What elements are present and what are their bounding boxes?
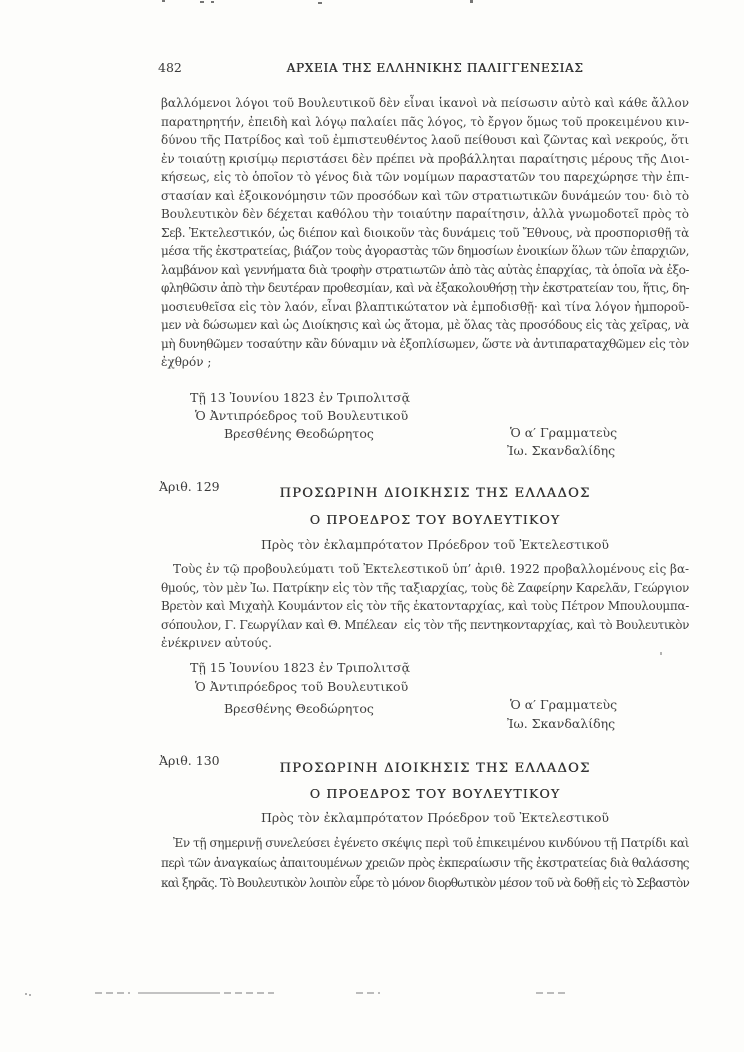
text-line: ἐχθρόν ; (161, 355, 212, 369)
scan-artifact (95, 992, 130, 994)
document-number: Ἀριθ. 130 (159, 753, 220, 768)
signature-name-left: Βρεσθένης Θεοδώρητος (224, 426, 374, 441)
document-number: Ἀριθ. 129 (159, 479, 220, 494)
signature-date: Τῇ 15 Ἰουνίου 1823 ἐν Τριπολιτσᾷ (190, 660, 411, 675)
document-subtitle: Ο ΠΡΟΕΔΡΟΣ ΤΟΥ ΒΟΥΛΕΥΤΙΚΟΥ (309, 786, 561, 801)
signature-role-left: Ὁ Ἀντιπρόεδρος τοῦ Βουλευτικοῦ (195, 408, 409, 423)
scan-artifact (138, 992, 220, 994)
text-line: καὶ ξηρᾶς. Τὸ Βουλευτικὸν λοιπὸν εὗρε τὸ μόνον διορθωτικὸν μέσον τοῦ νὰ δοθῇ εἰς τὸ Σεβαστὸν (161, 876, 689, 890)
text-line: μεν νὰ δώσωμεν καὶ ὡς Διοίκησις καὶ ὡς ἄτομα, μὲ ὅλας τὰς προσόδους εἰς τὰς χεῖρας, νὰ (161, 318, 690, 332)
document-addressee: Πρὸς τὸν ἐκλαμπρότατον Πρόεδρον τοῦ Ἐκτελεστικοῦ (260, 537, 610, 552)
text-line: φληθῶσιν ἀπὸ τὴν δευτέραν προθεσμίαν, καὶ νὰ ἐξακολουθήσῃ τὴν ἐκστρατείαν του, ἥτις, δη- (161, 281, 690, 295)
text-line: μὴ δυνηθῶμεν τοσαύτην κἂν δύναμιν νὰ ἐξοπλίσωμεν, ὥστε νὰ ἀντιπαραταχθῶμεν εἰς τὸν (161, 336, 689, 351)
text-line: Βρετὸν καὶ Μιχαὴλ Κουμάντον εἰς τὸν τῆς ἑκατονταρχίας, καὶ τοὺς Πέτρον Μπουλουμπα- (161, 599, 689, 613)
text-line: μοσιευθεῖσα εἰς τὸν λαόν, εἶναι βλαπτικώτατον νὰ ἐμποδισθῇ· καὶ τίνα λόγον ἠμποροῦ- (161, 299, 689, 314)
scan-artifact (25, 993, 27, 995)
text-line: Βουλευτικὸν δὲν δέχεται καθόλου τὴν τοιαύτην παραίτησιν, ἀλλὰ γνωμοδοτεῖ πρὸς τὸ (161, 207, 689, 221)
scan-artifact (224, 992, 274, 994)
document-subtitle: Ο ΠΡΟΕΔΡΟΣ ΤΟΥ ΒΟΥΛΕΥΤΙΚΟΥ (309, 512, 561, 527)
text-line: Ἐν τῇ σημερινῇ συνελεύσει ἐγένετο σκέψις περὶ τοῦ ἐπικειμένου κινδύνου τῇ Πατρίδι καὶ (173, 836, 689, 850)
signature-role-left: Ὁ Ἀντιπρόεδρος τοῦ Βουλευτικοῦ (195, 679, 409, 694)
signature-name-left: Βρεσθένης Θεοδώρητος (224, 701, 374, 716)
signature-role-right: Ὁ α′ Γραμματεὺς (510, 697, 618, 712)
signature-name-right: Ἰω. Σκανδαλίδης (507, 443, 616, 458)
doc129-paragraph (161, 560, 689, 653)
text-line: ἐνέκρινεν αὐτούς. (161, 636, 272, 650)
running-header-title: ΑΡΧΕΙΑ ΤΗΣ ΕΛΛΗΝΙΚΗΣ ΠΑΛΙΓΓΕΝΕΣΙΑΣ (286, 61, 584, 75)
text-line: Τοὺς ἐν τῷ προβουλεύματι τοῦ Ἐκτελεστικοῦ ὑπ’ ἀριθ. 1922 προβαλλομένους εἰς βα- (173, 562, 690, 576)
text-line: δύνου τῆς Πατρίδος καὶ τοῦ ἐμπιστευθέντος λαοῦ πείθουσι καὶ ζῶντας καὶ νεκρούς, ὅτι (161, 133, 689, 147)
text-line: λαμβάνον καὶ γεννήματα διὰ τροφὴν στρατιωτῶν ἀπὸ τὰς αὐτὰς ἐπαρχίας, τὰ ὁποῖα νὰ ἐξο- (161, 262, 689, 277)
text-column (158, 0, 690, 1052)
text-line: παρατηρητήν, ἐπειδὴ καὶ λόγῳ παλαίει πᾶς λόγος, τὸ ἔργον ὅμως τοῦ προκειμένου κιν- (161, 114, 689, 129)
text-line: ἐν τοιαύτῃ κρισίμῳ περιστάσει δὲν πρέπει νὰ προβάλληται παραίτησις μέρους τῆς Διοι- (161, 151, 690, 166)
page-number: 482 (158, 60, 182, 75)
continuation-paragraph (161, 94, 689, 372)
scan-artifact (29, 994, 31, 996)
scan-artifact (356, 992, 380, 994)
text-line: βαλλόμενοι λόγοι τοῦ Βουλευτικοῦ δὲν εἶναι ἱκανοὶ νὰ πείσωσιν αὐτὸ καὶ κάθε ἄλλον (161, 96, 689, 110)
text-line: μέσα τῆς ἐκστρατείας, βιάζον τοὺς ἀγοραστὰς τῶν δημοσίων ἐνοικίων ὅλων τῶν ἐπαρχιῶν, (161, 244, 689, 258)
document-title: ΠΡΟΣΩΡΙΝΗ ΔΙΟΙΚΗΣΙΣ ΤΗΣ ΕΛΛΑΔΟΣ (279, 761, 591, 776)
text-line: κήσεως, εἰς τὸ ὁποῖον τὸ γένος διὰ τῶν νομίμων παραστατῶν του παρεχώρησε τὴν ἐπι- (161, 170, 689, 184)
text-line: σόπουλον, Γ. Γεωργίλαν καὶ Θ. Μπέλεαν εἰς τὸν τῆς πεντηκονταρχίας, καὶ τὸ Βουλευτικὸν (161, 617, 689, 632)
document-title: ΠΡΟΣΩΡΙΝΗ ΔΙΟΙΚΗΣΙΣ ΤΗΣ ΕΛΛΑΔΟΣ (279, 486, 591, 501)
doc130-paragraph (161, 833, 689, 893)
text-line: θμούς, τὸν μὲν Ἰω. Πατρίκην εἰς τὸν τῆς ταξιαρχίας, τοὺς δὲ Ζαφείρην Καρελᾶν, Γεώργιον (161, 580, 690, 595)
scan-artifact (536, 992, 568, 994)
text-line: στασίαν καὶ ἐξοικονόμησιν τῶν προσόδων καὶ τῶν στρατιωτικῶν δυνάμεών του· διὸ τὸ (161, 188, 689, 203)
signature-name-right: Ἰω. Σκανδαλίδης (507, 716, 616, 731)
text-line: περὶ τῶν ἀναγκαίως ἀπαιτουμένων χρειῶν πρὸς ἐκπεραίωσιν τῆς ἐκστρατείας διὰ θαλάσσης (161, 856, 689, 870)
signature-role-right: Ὁ α′ Γραμματεὺς (510, 425, 618, 440)
document-addressee: Πρὸς τὸν ἐκλαμπρότατον Πρόεδρον τοῦ Ἐκτελεστικοῦ (260, 810, 610, 825)
signature-date: Τῇ 13 Ἰουνίου 1823 ἐν Τριπολιτσᾷ (190, 390, 411, 405)
text-line: Σεβ. Ἐκτελεστικόν, ὡς διέπον καὶ διοικοῦν τὰς δυνάμεις τοῦ Ἔθνους, νὰ προσπορισθῇ τὰ (161, 225, 689, 240)
